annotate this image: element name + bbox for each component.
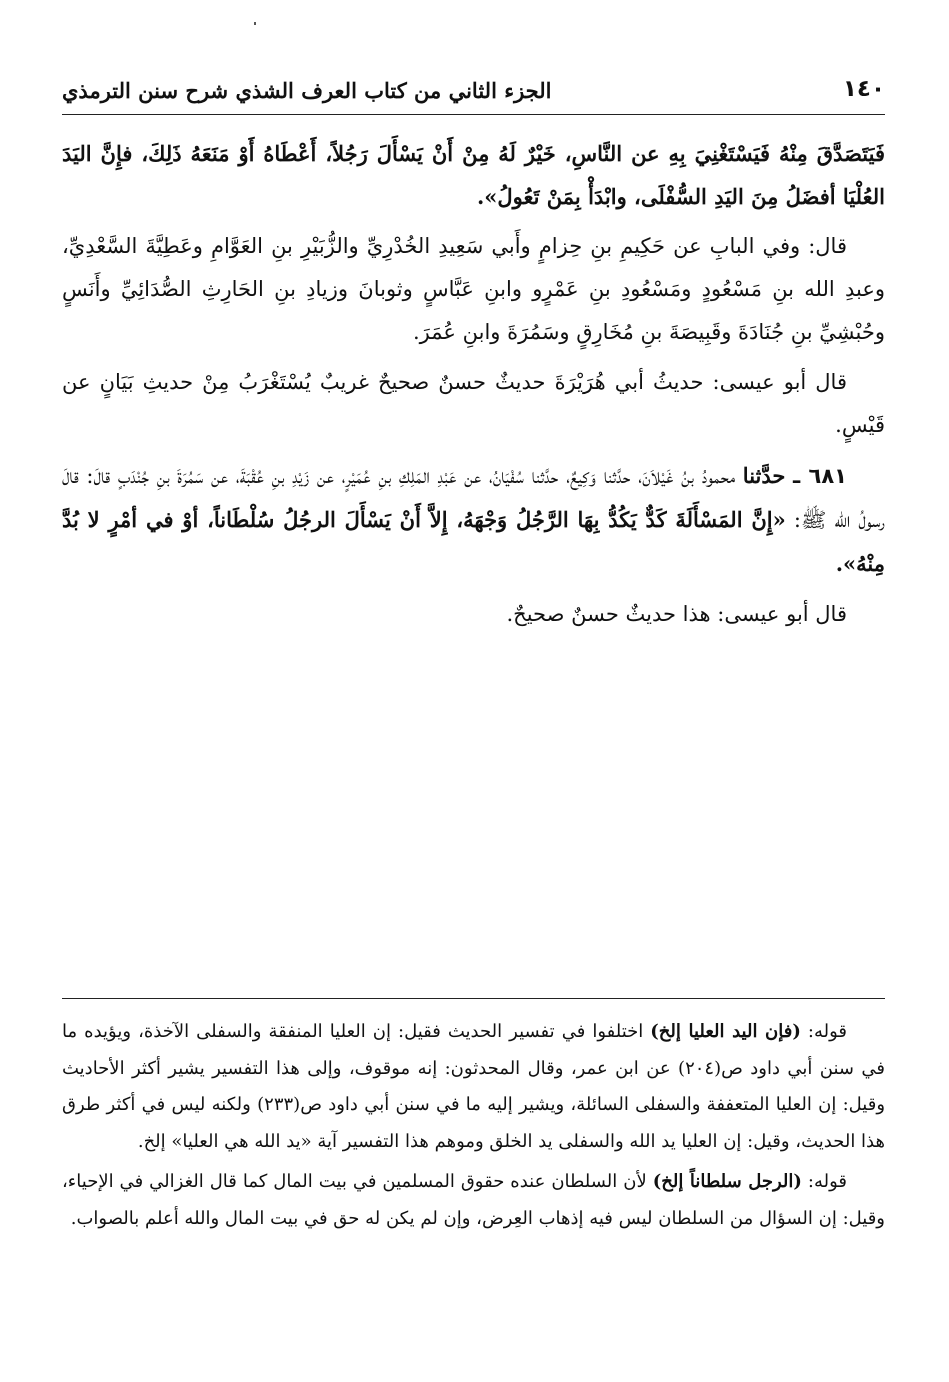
footnote-1 — [62, 1014, 885, 1160]
footnote-2-prefix: قوله: — [807, 1171, 847, 1192]
footnote-1-prefix: قوله: — [807, 1021, 847, 1042]
footnote-2-lemma: (الرجل سلطاناً إلخ) — [652, 1171, 802, 1192]
footnote-2-text: لأن السلطان عنده حقوق المسلمين في بيت المال كما قال الغزالي في الإحياء، وقيل: إن السؤال من السلطان ليس فيه إذهاب العِرض، وإن لم يكن له حق في بيت المال والله أعلم بالصواب. — [62, 1171, 885, 1229]
abu-isa-grading: قال أبو عيسى: حديثُ أبي هُرَيْرَةَ حديثٌ حسنٌ صحيحٌ غريبٌ يُسْتَغْرَبُ مِنْ حديثِ بَيَانٍ عن قَيْسٍ. — [62, 370, 885, 437]
abu-isa-grading-2: قال أبو عيسى: هذا حديثٌ حسنٌ صحيحٌ. — [506, 602, 847, 626]
hadith-opening: حدَّثنا — [742, 463, 786, 488]
hadith-681 — [62, 454, 885, 586]
footnote-1-text: اختلفوا في تفسير الحديث فقيل: إن العليا المنفقة والسفلى الآخذة، ويؤيده ما في سنن أبي داود ص(٢٠٤) عن ابن عمر، وقال المحدثون: إنه موقوف، وإلى هذا التفسير يشير أكثر الأحاديث وقيل: إن العليا المتعففة والسفلى السائلة، ويشير إليه ما في سنن أبي داود ص(٢٣٣) ولكنه ليس في أكثر طرق هذا الحديث، وقيل: إن العليا يد الله والسفلى يد الخلق وموهم هذا التفسير آية «يد الله هي العليا» إلخ. — [62, 1021, 886, 1152]
footnote-2 — [62, 1164, 885, 1237]
hadith-isnad: محمودُ بنُ غَيْلاَنَ، حدَّثنا وَكِيعٌ، حدَّثنا سُفْيَانُ، عن عَبْدِ المَلِكِ بنِ عُمَيْرٍ، عن زَيْدِ بنِ عُقْبَةَ، عن سَمُرَةَ بنِ جُنْدَبٍ قالَ: قالَ رسولُ الله ﷺ: — [62, 464, 885, 532]
hadith-number: ٦٨١ ـ — [793, 464, 847, 488]
footnote-separator — [62, 998, 885, 999]
hadith-matn: «إِنَّ المَسْأَلَةَ كَدٌّ يَكُدُّ بِهَا الرَّجُلُ وَجْهَهُ، إِلاَّ أَنْ يَسْأَلَ الرجُلُ سُلْطَاناً، أوْ في أمْرٍ لا بُدَّ مِنْهُ». — [62, 507, 885, 576]
footnotes — [62, 1014, 885, 1241]
hadith-continuation: فَيَتَصَدَّقَ مِنْهُ فَيَسْتَغْنِيَ بِهِ عن النَّاسِ، خَيْرٌ لَهُ مِنْ أَنْ يَسْأَلَ رَجُلاً، أَعْطَاهُ أَوْ مَنَعَهُ ذَلِكَ، فإِنَّ اليَدَ العُلْيَا أفضَلُ مِنَ اليَدِ السُّفْلَى، وابْدَأْ بِمَنْ تَعُولُ». — [62, 141, 885, 209]
footnote-1-lemma: (فإن اليد العليا إلخ) — [650, 1021, 801, 1042]
main-text — [62, 132, 885, 643]
running-title: الجزء الثاني من كتاب العرف الشذي شرح سنن الترمذي — [62, 78, 552, 103]
page-header — [62, 74, 885, 115]
chapter-note: قال: وفي البابِ عن حَكِيمِ بنِ حِزامٍ وأَبي سَعِيدِ الخُدْرِيِّ والزُّبَيْرِ بنِ العَوَّامِ وعَطِيَّةَ السَّعْدِيِّ، وعبدِ الله بنِ مَسْعُودٍ ومَسْعُودِ بنِ عَمْرٍو وابنِ عَبَّاسٍ وثوبانَ وزيادِ بنِ الحَارِثِ الصُّدَائِيِّ وأَنَسٍ وحُبْشِيِّ بنِ جُنَادَةَ وقَبِيصَةَ بنِ مُخَارِقٍ وسَمُرَةَ وابنِ عُمَرَ. — [62, 234, 885, 344]
scan-speck — [254, 22, 256, 25]
page-number: ١٤٠ — [842, 76, 885, 102]
